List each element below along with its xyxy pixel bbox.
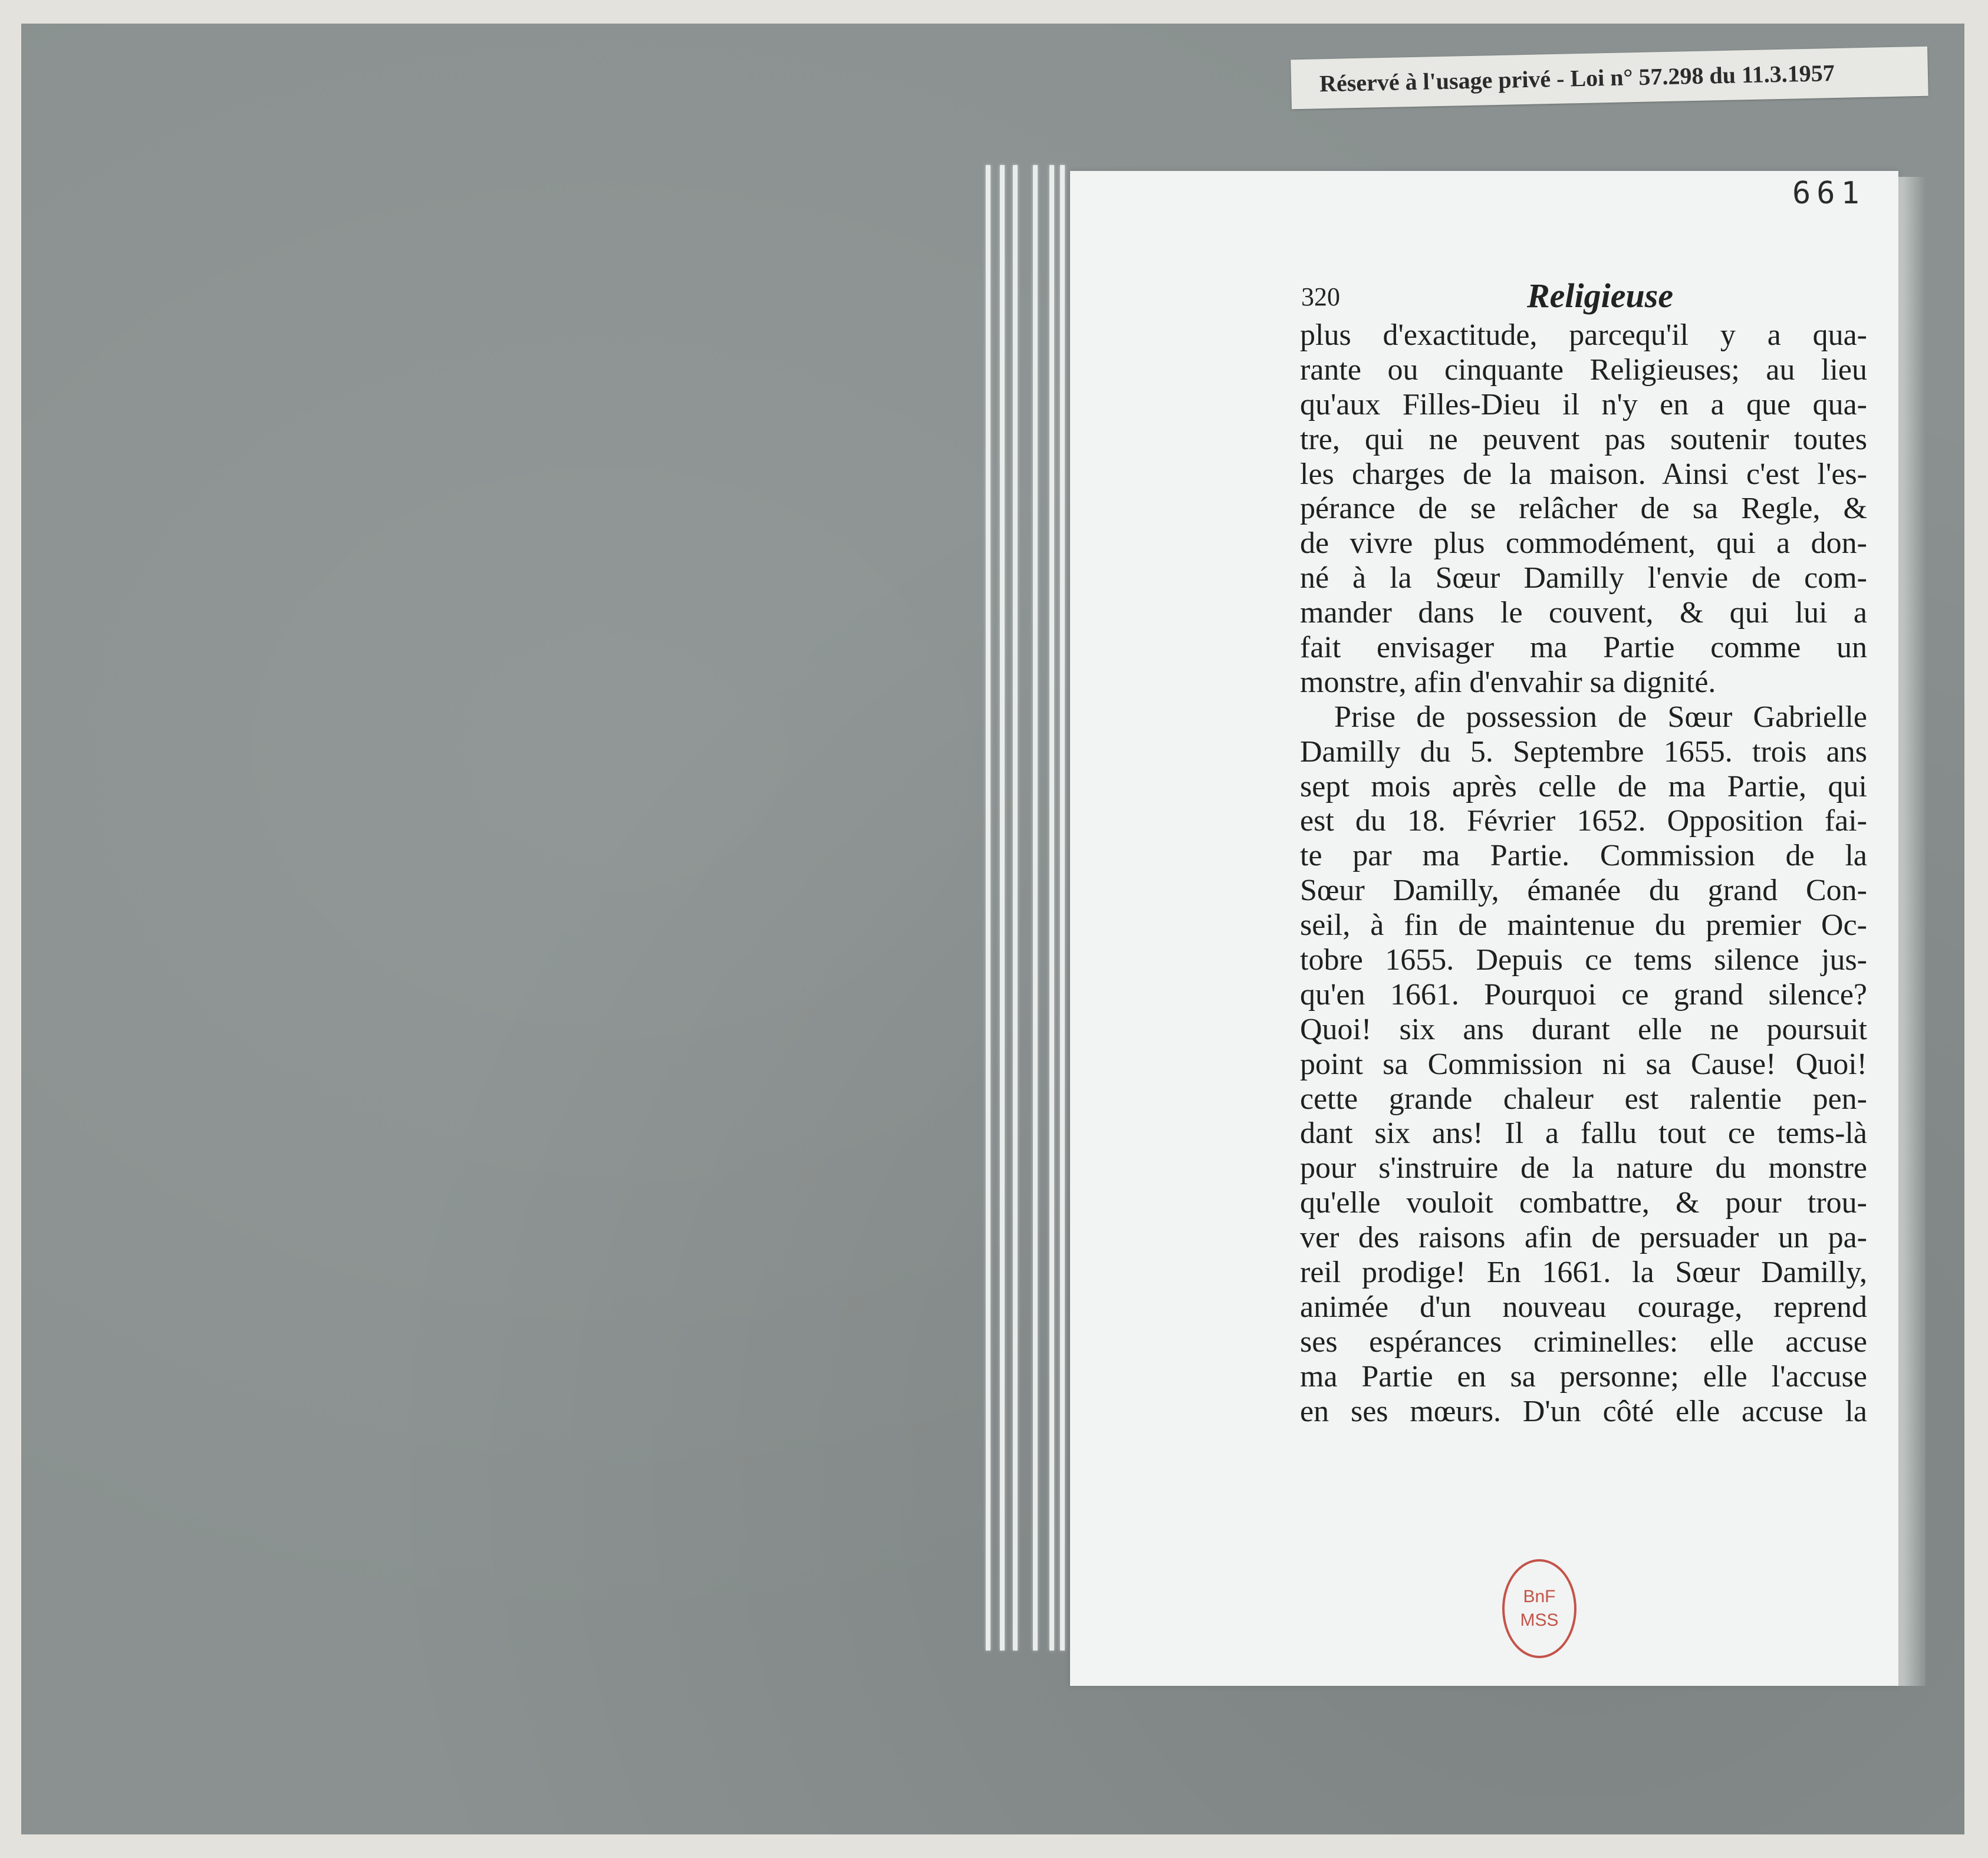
text-line: dant six ans! Il a fallu tout ce tems-là <box>1300 1116 1867 1151</box>
text-line: ses espérances criminelles: elle accuse <box>1300 1325 1867 1359</box>
gutter-page-edge <box>1000 165 1005 1651</box>
text-line: fait envisager ma Partie comme un <box>1300 631 1867 665</box>
text-line: cette grande chaleur est ralentie pen- <box>1300 1082 1867 1116</box>
gutter-page-edge <box>1049 165 1054 1651</box>
text-line: pour s'instruire de la nature du monstre <box>1300 1151 1867 1185</box>
text-line: ma Partie en sa personne; elle l'accuse <box>1300 1359 1867 1394</box>
text-line: mander dans le couvent, & qui lui a <box>1300 596 1867 630</box>
body-text <box>1300 318 1867 1429</box>
text-line: Quoi! six ans durant elle ne poursuit <box>1300 1012 1867 1046</box>
text-line: point sa Commission ni sa Cause! Quoi! <box>1300 1047 1867 1081</box>
text-line: pérance de se relâcher de sa Regle, & <box>1300 492 1867 526</box>
gutter-page-edge <box>986 165 990 1651</box>
text-line: est du 18. Février 1652. Opposition fai- <box>1300 804 1867 838</box>
page-shadow-edge <box>1898 177 1926 1686</box>
text-line: seil, à fin de maintenue du premier Oc- <box>1300 908 1867 943</box>
gutter-page-edge <box>1060 165 1065 1651</box>
text-line: rante ou cinquante Religieuses; au lieu <box>1300 353 1867 387</box>
text-line: qu'elle vouloit combattre, & pour trou- <box>1300 1186 1867 1220</box>
text-line: qu'en 1661. Pourquoi ce grand silence? <box>1300 977 1867 1012</box>
text-line: Prise de possession de Sœur Gabrielle <box>1334 700 1867 734</box>
text-line: de vivre plus commodément, qui a don- <box>1300 526 1867 561</box>
text-line: ver des raisons afin de persuader un pa- <box>1300 1221 1867 1255</box>
text-line: Damilly du 5. Septembre 1655. trois ans <box>1300 734 1867 769</box>
text-line: plus d'exactitude, parcequ'il y a qua- <box>1300 318 1867 352</box>
text-line: monstre, afin d'envahir sa dignité. <box>1300 665 1716 699</box>
page-number: 320 <box>1301 282 1340 311</box>
gutter-page-edge <box>1013 165 1018 1651</box>
library-stamp <box>1502 1559 1576 1658</box>
stamp-text-mss: MSS <box>1520 1610 1559 1630</box>
text-line: animée d'un nouveau courage, reprend <box>1300 1290 1867 1324</box>
folio-number: 661 <box>1792 176 1865 211</box>
text-line: reil prodige! En 1661. la Sœur Damilly, <box>1300 1256 1867 1290</box>
text-line: tre, qui ne peuvent pas soutenir toutes <box>1300 422 1867 456</box>
archive-label-text: Réservé à l'usage privé - Loi n° 57.298 du 11.3.1957 <box>1319 60 1835 97</box>
stamp-text-bnf: BnF <box>1523 1587 1556 1606</box>
text-line: en ses mœurs. D'un côté elle accuse la <box>1300 1394 1867 1428</box>
text-line: sept mois après celle de ma Partie, qui <box>1300 769 1867 803</box>
text-line: te par ma Partie. Commission de la <box>1300 839 1867 873</box>
text-line: les charges de la maison. Ainsi c'est l'es- <box>1300 457 1867 491</box>
text-line: qu'aux Filles-Dieu il n'y en a que qua- <box>1300 387 1867 421</box>
text-line: Sœur Damilly, émanée du grand Con- <box>1300 874 1867 908</box>
running-title: Religieuse <box>1527 276 1674 315</box>
text-line: tobre 1655. Depuis ce tems silence jus- <box>1300 943 1867 977</box>
gutter-page-edge <box>1033 165 1038 1651</box>
text-line: né à la Sœur Damilly l'envie de com- <box>1300 561 1867 595</box>
